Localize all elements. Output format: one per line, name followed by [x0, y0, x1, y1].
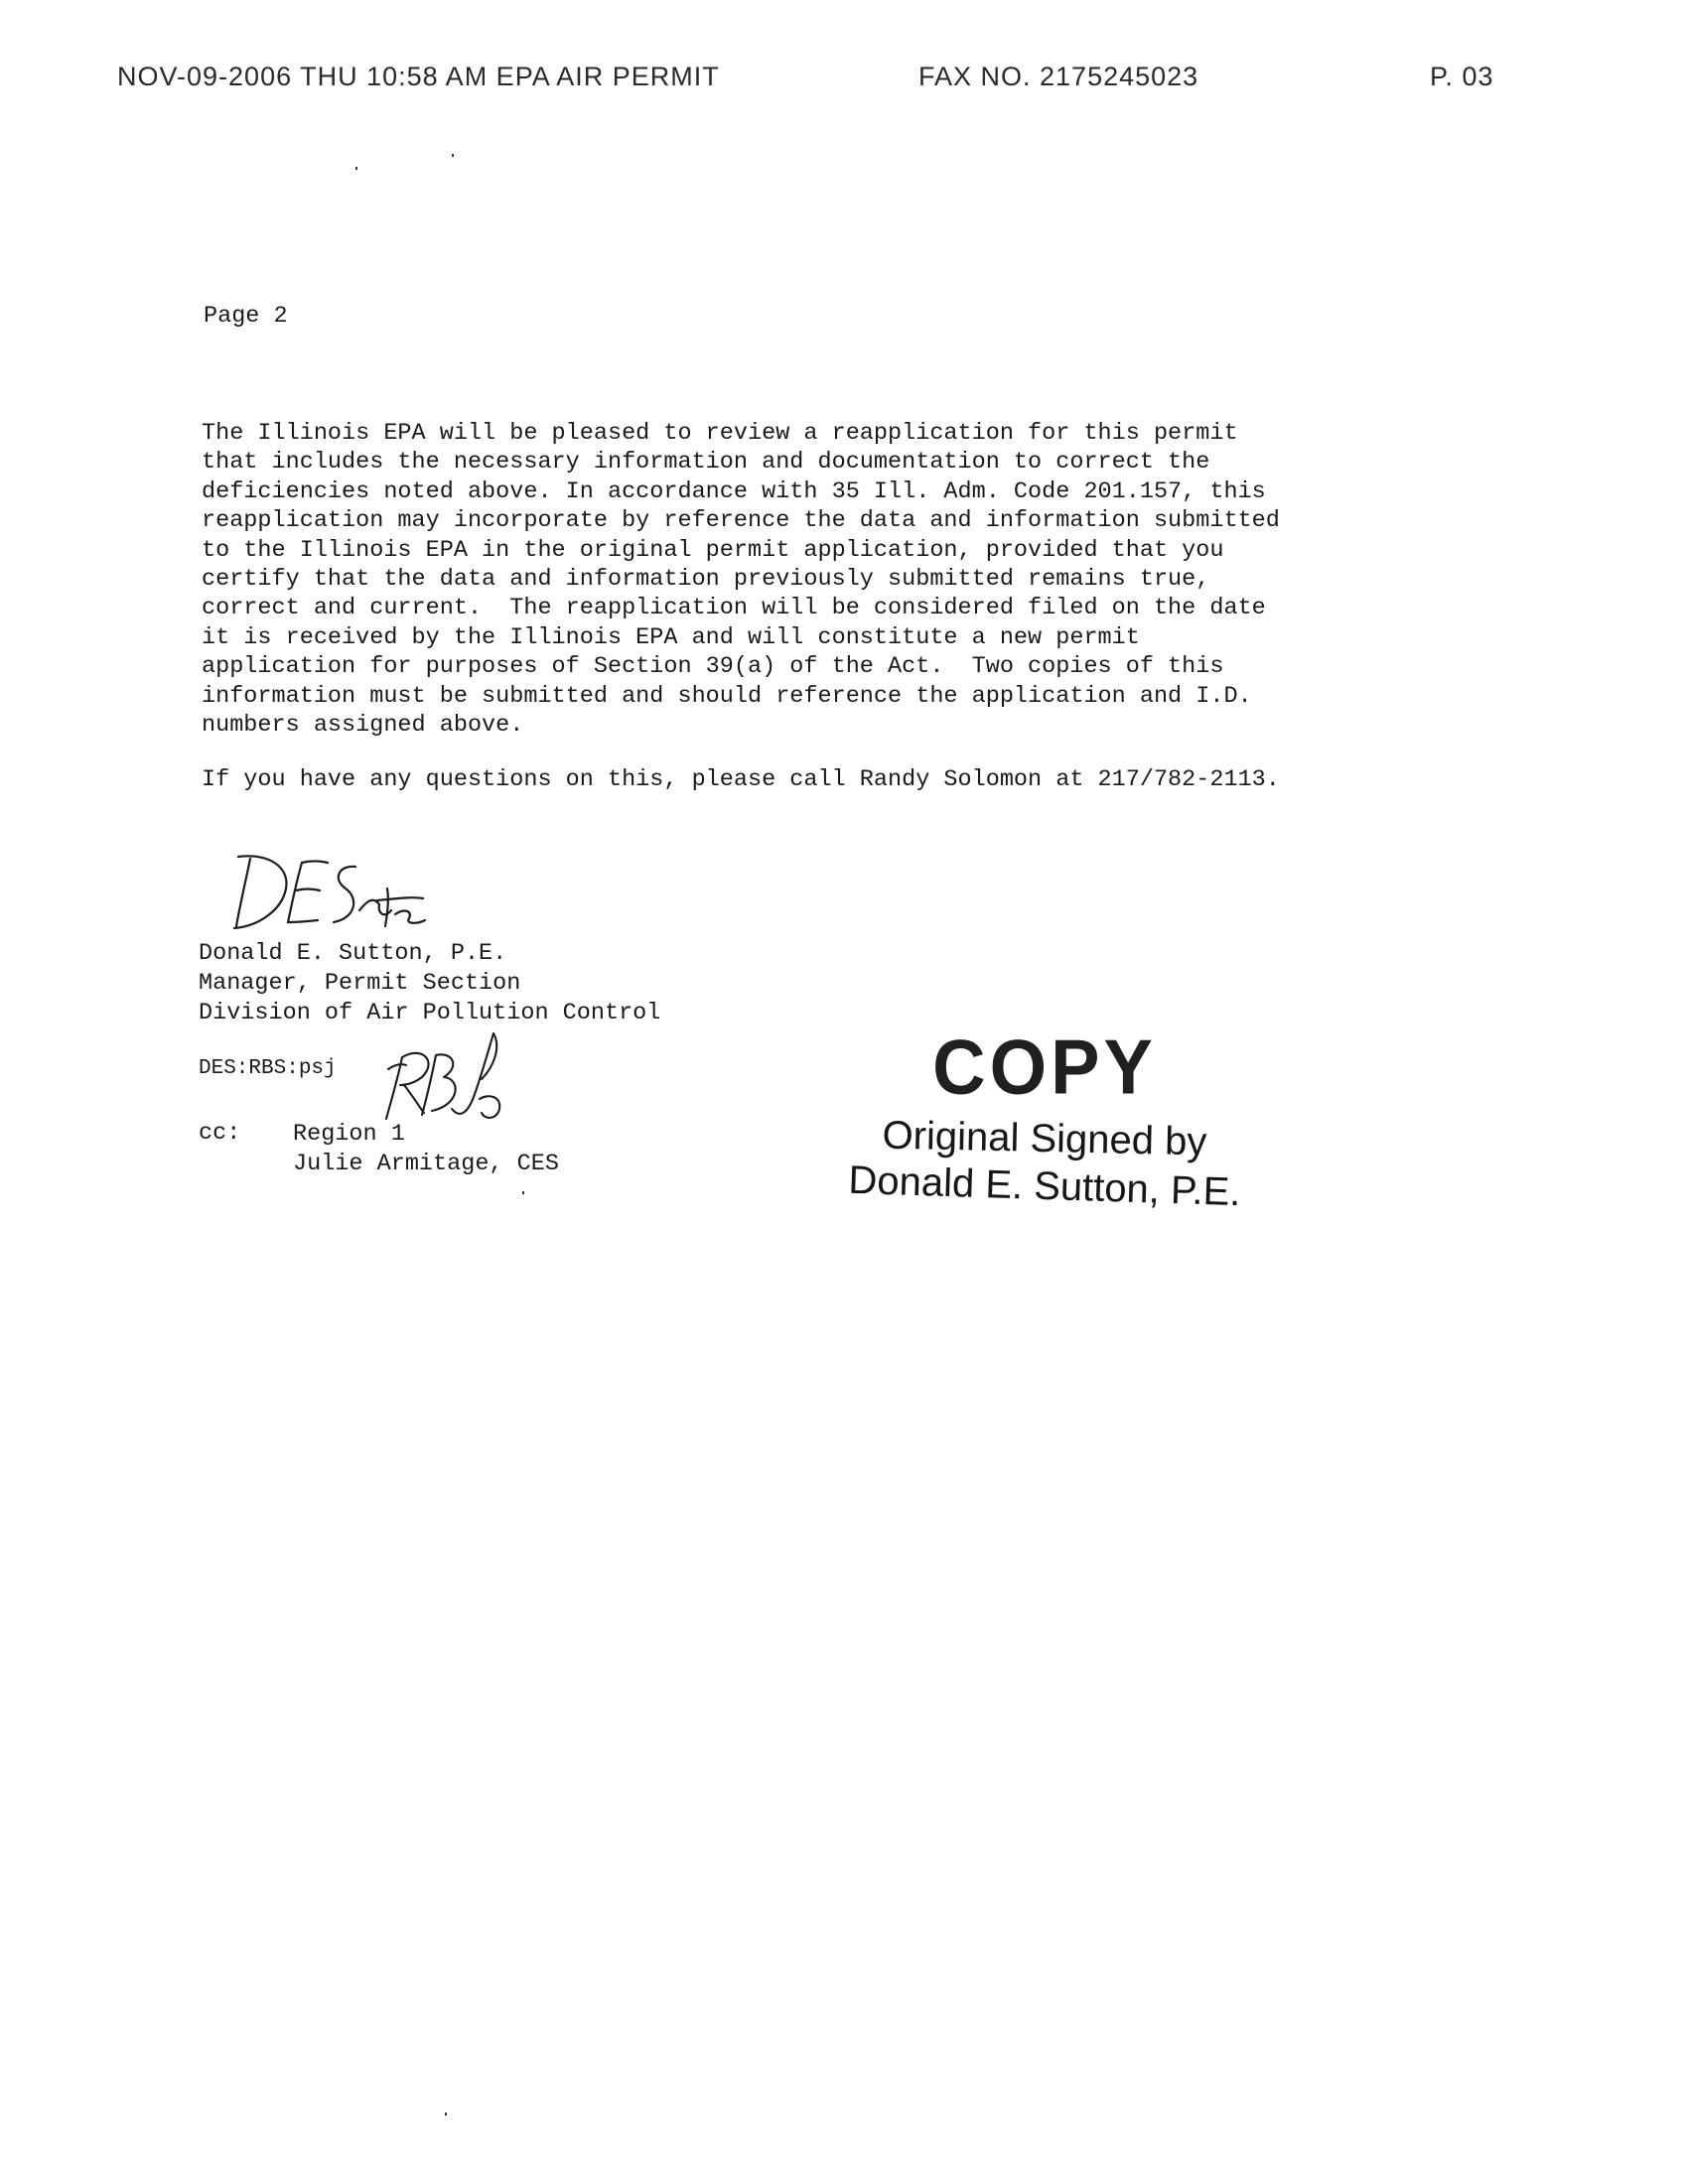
page-number: Page 2 — [204, 303, 288, 330]
signatory-name: Donald E. Sutton, P.E. — [199, 940, 507, 967]
body-line: numbers assigned above. — [202, 712, 524, 740]
fax-header — [117, 62, 1507, 101]
body-line: The Illinois EPA will be pleased to review a reapplication for this permit — [202, 420, 1238, 447]
stamp-line-1: Original Signed by — [882, 1113, 1207, 1164]
body-line: it is received by the Illinois EPA and will constitute a new permit — [202, 623, 1140, 651]
body-line: that includes the necessary information and documentation to correct the — [202, 449, 1210, 477]
signatory-title: Manager, Permit Section — [199, 970, 521, 997]
fax-number: FAX NO. 2175245023 — [918, 62, 1199, 91]
body-line: application for purposes of Section 39(a) of the Act. Two copies of this — [202, 653, 1224, 681]
signature-block — [199, 939, 660, 1028]
body-line: information must be submitted and should reference the application and I.D. — [202, 682, 1252, 710]
questions-line: If you have any questions on this, please call Randy Solomon at 217/782-2113. — [202, 766, 1280, 793]
scan-speck — [355, 167, 357, 170]
cc-list — [293, 1120, 559, 1179]
copy-stamp — [846, 1023, 1243, 1215]
scan-speck — [445, 2113, 447, 2116]
fax-page: P. 03 — [1430, 62, 1494, 91]
body-line: correct and current. The reapplication will be considered filed on the date — [202, 595, 1266, 622]
body-line: certify that the data and information previously submitted remains true, — [202, 566, 1210, 594]
cc-recipient: Julie Armitage, CES — [293, 1151, 559, 1177]
stamp-line-2: Donald E. Sutton, P.E. — [847, 1158, 1242, 1215]
signatory-division: Division of Air Pollution Control — [199, 1000, 661, 1026]
fax-datetime: NOV-09-2006 THU 10:58 AM EPA AIR PERMIT — [117, 62, 720, 91]
scan-speck — [522, 1191, 524, 1194]
body-line: to the Illinois EPA in the original permit application, provided that you — [202, 536, 1224, 564]
body-paragraph — [202, 419, 1453, 740]
cc-label: cc: — [199, 1120, 241, 1147]
cc-recipient: Region 1 — [293, 1121, 405, 1148]
body-line: reapplication may incorporate by reference the data and information submitted — [202, 507, 1280, 535]
scan-speck — [452, 154, 454, 157]
stamp-title: COPY — [932, 1023, 1157, 1111]
body-line: deficiencies noted above. In accordance with 35 Ill. Adm. Code 201.157, this — [202, 478, 1266, 505]
handwritten-signature — [228, 849, 437, 938]
reference-initials: DES:RBS:psj — [199, 1057, 337, 1080]
